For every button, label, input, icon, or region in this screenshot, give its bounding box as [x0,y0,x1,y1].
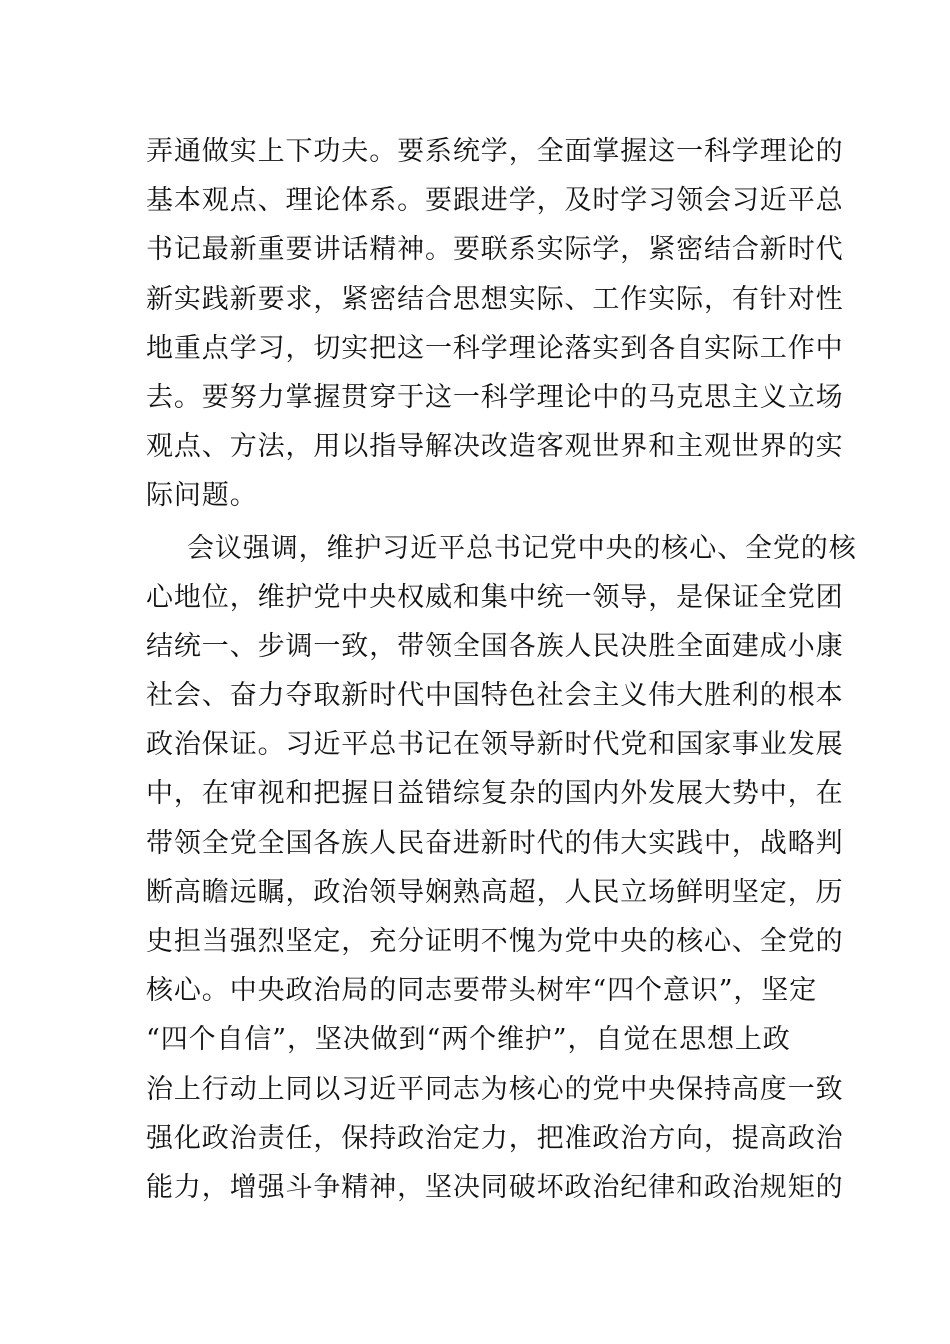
text-line: 史担当强烈坚定，充分证明不愧为党中央的核心、全党的 [146,926,844,957]
text-line: 际问题。 [146,480,258,512]
text-line: “四个自信”，坚决做到“两个维护”，自觉在思想上政 [146,1024,791,1056]
text-line: 书记最新重要讲话精神。要联系实际学，紧密结合新时代 [146,234,844,266]
text-line: 地重点学习，切实把这一科学理论落实到各自实际工作中 [146,332,844,364]
text-line: 弄通做实上下功夫。要系统学，全面掌握这一科学理论的 [146,136,844,167]
text-line: 治上行动上同以习近平同志为核心的党中央保持高度一致 [146,1073,844,1105]
text-line: 去。要努力掌握贯穿于这一科学理论中的马克思主义立场 [146,381,844,413]
text-line: 核心。中央政治局的同志要带头树牢“四个意识”，坚定 [146,975,818,1007]
paragraph-start-line: 会议强调，维护习近平总书记党中央的核心、全党的核 [187,532,857,564]
text-line: 社会、奋力夺取新时代中国特色社会主义伟大胜利的根本 [146,680,844,712]
text-line: 能力，增强斗争精神，坚决同破坏政治纪律和政治规矩的 [146,1171,844,1203]
text-line: 观点、方法，用以指导解决改造客观世界和主观世界的实 [146,431,844,463]
text-line: 政治保证。习近平总书记在领导新时代党和国家事业发展 [146,729,844,761]
text-line: 断高瞻远瞩，政治领导娴熟高超，人民立场鲜明坚定，历 [146,876,844,908]
text-line: 心地位，维护党中央权威和集中统一领导，是保证全党团 [146,581,844,613]
text-line: 新实践新要求，紧密结合思想实际、工作实际，有针对性 [146,283,844,315]
text-line: 带领全党全国各族人民奋进新时代的伟大实践中，战略判 [146,827,844,859]
text-line: 基本观点、理论体系。要跟进学，及时学习领会习近平总 [146,185,844,217]
text-line: 强化政治责任，保持政治定力，把准政治方向，提高政治 [146,1122,844,1154]
body-text [146,127,857,1212]
text-line: 中，在审视和把握日益错综复杂的国内外发展大势中，在 [146,778,844,810]
text-line: 结统一、步调一致，带领全国各族人民决胜全面建成小康 [146,630,844,662]
